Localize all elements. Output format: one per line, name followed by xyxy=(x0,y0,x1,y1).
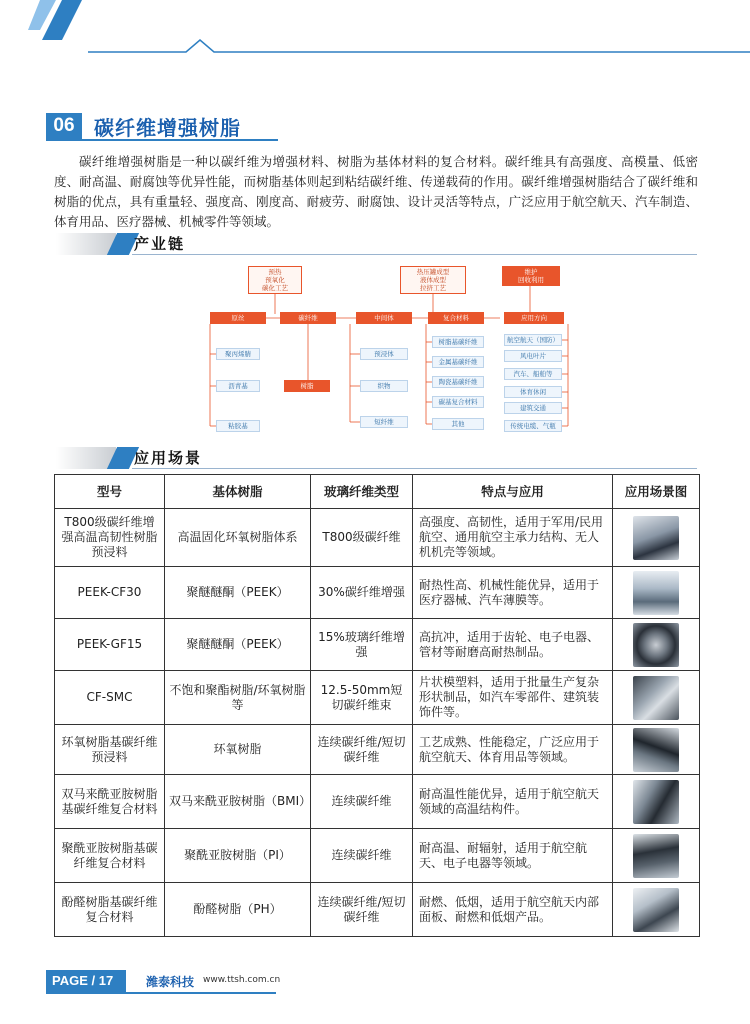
aircraft-interior-photo xyxy=(633,888,679,932)
bike-frame-photo xyxy=(633,728,679,772)
application-item: 航空航天（国防） xyxy=(504,334,562,346)
drone-photo xyxy=(633,516,679,560)
image-cell xyxy=(613,619,700,671)
table-header-row xyxy=(55,475,700,509)
intermediate-item: 预浸体 xyxy=(360,348,408,360)
section-header xyxy=(46,113,241,139)
feature-cell: 片状模塑料，适用于批量生产复杂形状制品，如汽车零部件、建筑装饰件等。 xyxy=(413,671,613,725)
resin-cell: 聚醚醚酮（PEEK） xyxy=(165,619,311,671)
model-cell: 环氧树脂基碳纤维预浸料 xyxy=(55,725,165,775)
industry-chain-diagram xyxy=(200,262,580,437)
section-underline xyxy=(46,139,278,141)
website-url: www.ttsh.com.cn xyxy=(203,975,281,985)
feature-cell: 耐燃、低烟，适用于航空航天内部面板、耐燃和低烟产品。 xyxy=(413,883,613,937)
composite-item: 树脂基碳纤维 xyxy=(432,336,484,348)
section-title: 碳纤维增强树脂 xyxy=(94,115,241,140)
stage-application: 应用方向 xyxy=(504,312,564,324)
raw-material-item: 聚丙烯腈 xyxy=(216,348,260,360)
resin-cell: 环氧树脂 xyxy=(165,725,311,775)
gear-photo xyxy=(633,623,679,667)
resin-cell: 聚醚醚酮（PEEK） xyxy=(165,567,311,619)
application-item: 建筑交通 xyxy=(504,402,562,414)
fiber-cell: 12.5-50mm短切碳纤维束 xyxy=(311,671,413,725)
image-cell xyxy=(613,567,700,619)
stage-precursor: 原丝 xyxy=(210,312,266,324)
fiber-cell: 连续碳纤维/短切碳纤维 xyxy=(311,725,413,775)
footer-rule xyxy=(46,992,276,994)
feature-cell: 耐热性高、机械性能优异，适用于医疗器械、汽车薄膜等。 xyxy=(413,567,613,619)
table-row xyxy=(55,671,700,725)
fiber-cell: 30%碳纤维增强 xyxy=(311,567,413,619)
industry-chain-heading xyxy=(56,233,700,255)
feature-cell: 耐高温、耐辐射，适用于航空航天、电子电器等领域。 xyxy=(413,829,613,883)
resin-cell: 酚醛树脂（PH） xyxy=(165,883,311,937)
model-cell: PEEK-GF15 xyxy=(55,619,165,671)
table-row xyxy=(55,775,700,829)
composite-item: 金属基碳纤维 xyxy=(432,356,484,368)
applications-label: 应用场景 xyxy=(134,449,203,467)
process-box-recycling: 维护 回收利用 xyxy=(502,266,560,286)
column-header: 特点与应用 xyxy=(413,475,613,509)
composite-item: 其他 xyxy=(432,418,484,430)
resin-cell: 聚酰亚胺树脂（PI） xyxy=(165,829,311,883)
stage-intermediate: 中间体 xyxy=(356,312,412,324)
table-row xyxy=(55,725,700,775)
page-number: PAGE / 17 xyxy=(46,970,126,992)
model-cell: 聚酰亚胺树脂基碳纤维复合材料 xyxy=(55,829,165,883)
composite-item: 碳基复合材料 xyxy=(432,396,484,408)
raw-material-item: 沥青基 xyxy=(216,380,260,392)
column-header: 基体树脂 xyxy=(165,475,311,509)
image-cell xyxy=(613,829,700,883)
electronics-photo xyxy=(633,834,679,878)
fiber-cell: T800级碳纤维 xyxy=(311,509,413,567)
resin-box: 树脂 xyxy=(284,380,330,392)
aerospace-part-photo xyxy=(633,780,679,824)
section-number: 06 xyxy=(46,113,82,139)
model-cell: T800级碳纤维增强高温高韧性树脂预浸料 xyxy=(55,509,165,567)
table-row xyxy=(55,509,700,567)
header-decoration xyxy=(0,0,750,70)
model-cell: 双马来酰亚胺树脂基碳纤维复合材料 xyxy=(55,775,165,829)
applications-heading xyxy=(56,447,700,469)
feature-cell: 高抗冲，适用于齿轮、电子电器、管材等耐磨高耐热制品。 xyxy=(413,619,613,671)
fiber-cell: 15%玻璃纤维增强 xyxy=(311,619,413,671)
column-header: 玻璃纤维类型 xyxy=(311,475,413,509)
stage-carbon-fiber: 碳纤维 xyxy=(280,312,336,324)
fiber-cell: 连续碳纤维 xyxy=(311,829,413,883)
image-cell xyxy=(613,725,700,775)
raw-material-item: 粘胶基 xyxy=(216,420,260,432)
table-row xyxy=(55,567,700,619)
resin-cell: 高温固化环氧树脂体系 xyxy=(165,509,311,567)
table-row xyxy=(55,829,700,883)
feature-cell: 高强度、高韧性，适用于军用/民用航空、通用航空主承力结构、无人机机壳等领域。 xyxy=(413,509,613,567)
resin-cell: 双马来酰亚胺树脂（BMI） xyxy=(165,775,311,829)
feature-cell: 工艺成熟、性能稳定，广泛应用于航空航天、体育用品等领域。 xyxy=(413,725,613,775)
process-box-carbonization: 预热 预氧化 碳化工艺 xyxy=(248,266,302,294)
application-item: 风电叶片 xyxy=(504,350,562,362)
model-cell: CF-SMC xyxy=(55,671,165,725)
intermediate-item: 织物 xyxy=(360,380,408,392)
resin-cell: 不饱和聚酯树脂/环氧树脂等 xyxy=(165,671,311,725)
intermediate-item: 短纤维 xyxy=(360,416,408,428)
model-cell: PEEK-CF30 xyxy=(55,567,165,619)
medical-device-photo xyxy=(633,571,679,615)
application-item: 汽车、船舶等 xyxy=(504,368,562,380)
industry-chain-label: 产业链 xyxy=(134,235,186,253)
applications-table xyxy=(54,474,700,937)
feature-cell: 耐高温性能优异，适用于航空航天领域的高温结构件。 xyxy=(413,775,613,829)
composite-item: 陶瓷基碳纤维 xyxy=(432,376,484,388)
stage-composite: 复合材料 xyxy=(428,312,484,324)
image-cell xyxy=(613,671,700,725)
table-row xyxy=(55,619,700,671)
application-item: 传统电缆、气瓶 xyxy=(504,420,562,432)
intro-paragraph: 碳纤维增强树脂是一种以碳纤维为增强材料、树脂为基体材料的复合材料。碳纤维具有高强度、高模量、低密度、耐高温、耐腐蚀等优异性能，而树脂基体则起到粘结碳纤维、传递载荷的作用。碳纤维增强树脂结合了碳纤维和树脂的优点，具有重量轻、强度高、刚度高、耐疲劳、耐腐蚀、设计灵活等特点，广泛应用于航空航天、汽车制造、体育用品、医疗器械、机械零件等领域。 xyxy=(54,154,698,229)
model-cell: 酚醛树脂基碳纤维复合材料 xyxy=(55,883,165,937)
image-cell xyxy=(613,509,700,567)
column-header: 应用场景图 xyxy=(613,475,700,509)
car-parts-photo xyxy=(633,676,679,720)
image-cell xyxy=(613,883,700,937)
column-header: 型号 xyxy=(55,475,165,509)
fiber-cell: 连续碳纤维/短切碳纤维 xyxy=(311,883,413,937)
table-row xyxy=(55,883,700,937)
image-cell xyxy=(613,775,700,829)
application-item: 体育休闲 xyxy=(504,386,562,398)
fiber-cell: 连续碳纤维 xyxy=(311,775,413,829)
process-box-molding: 热压罐成型 液体成型 拉挤工艺 xyxy=(400,266,466,294)
brand-name: 潍泰科技 xyxy=(146,975,195,989)
